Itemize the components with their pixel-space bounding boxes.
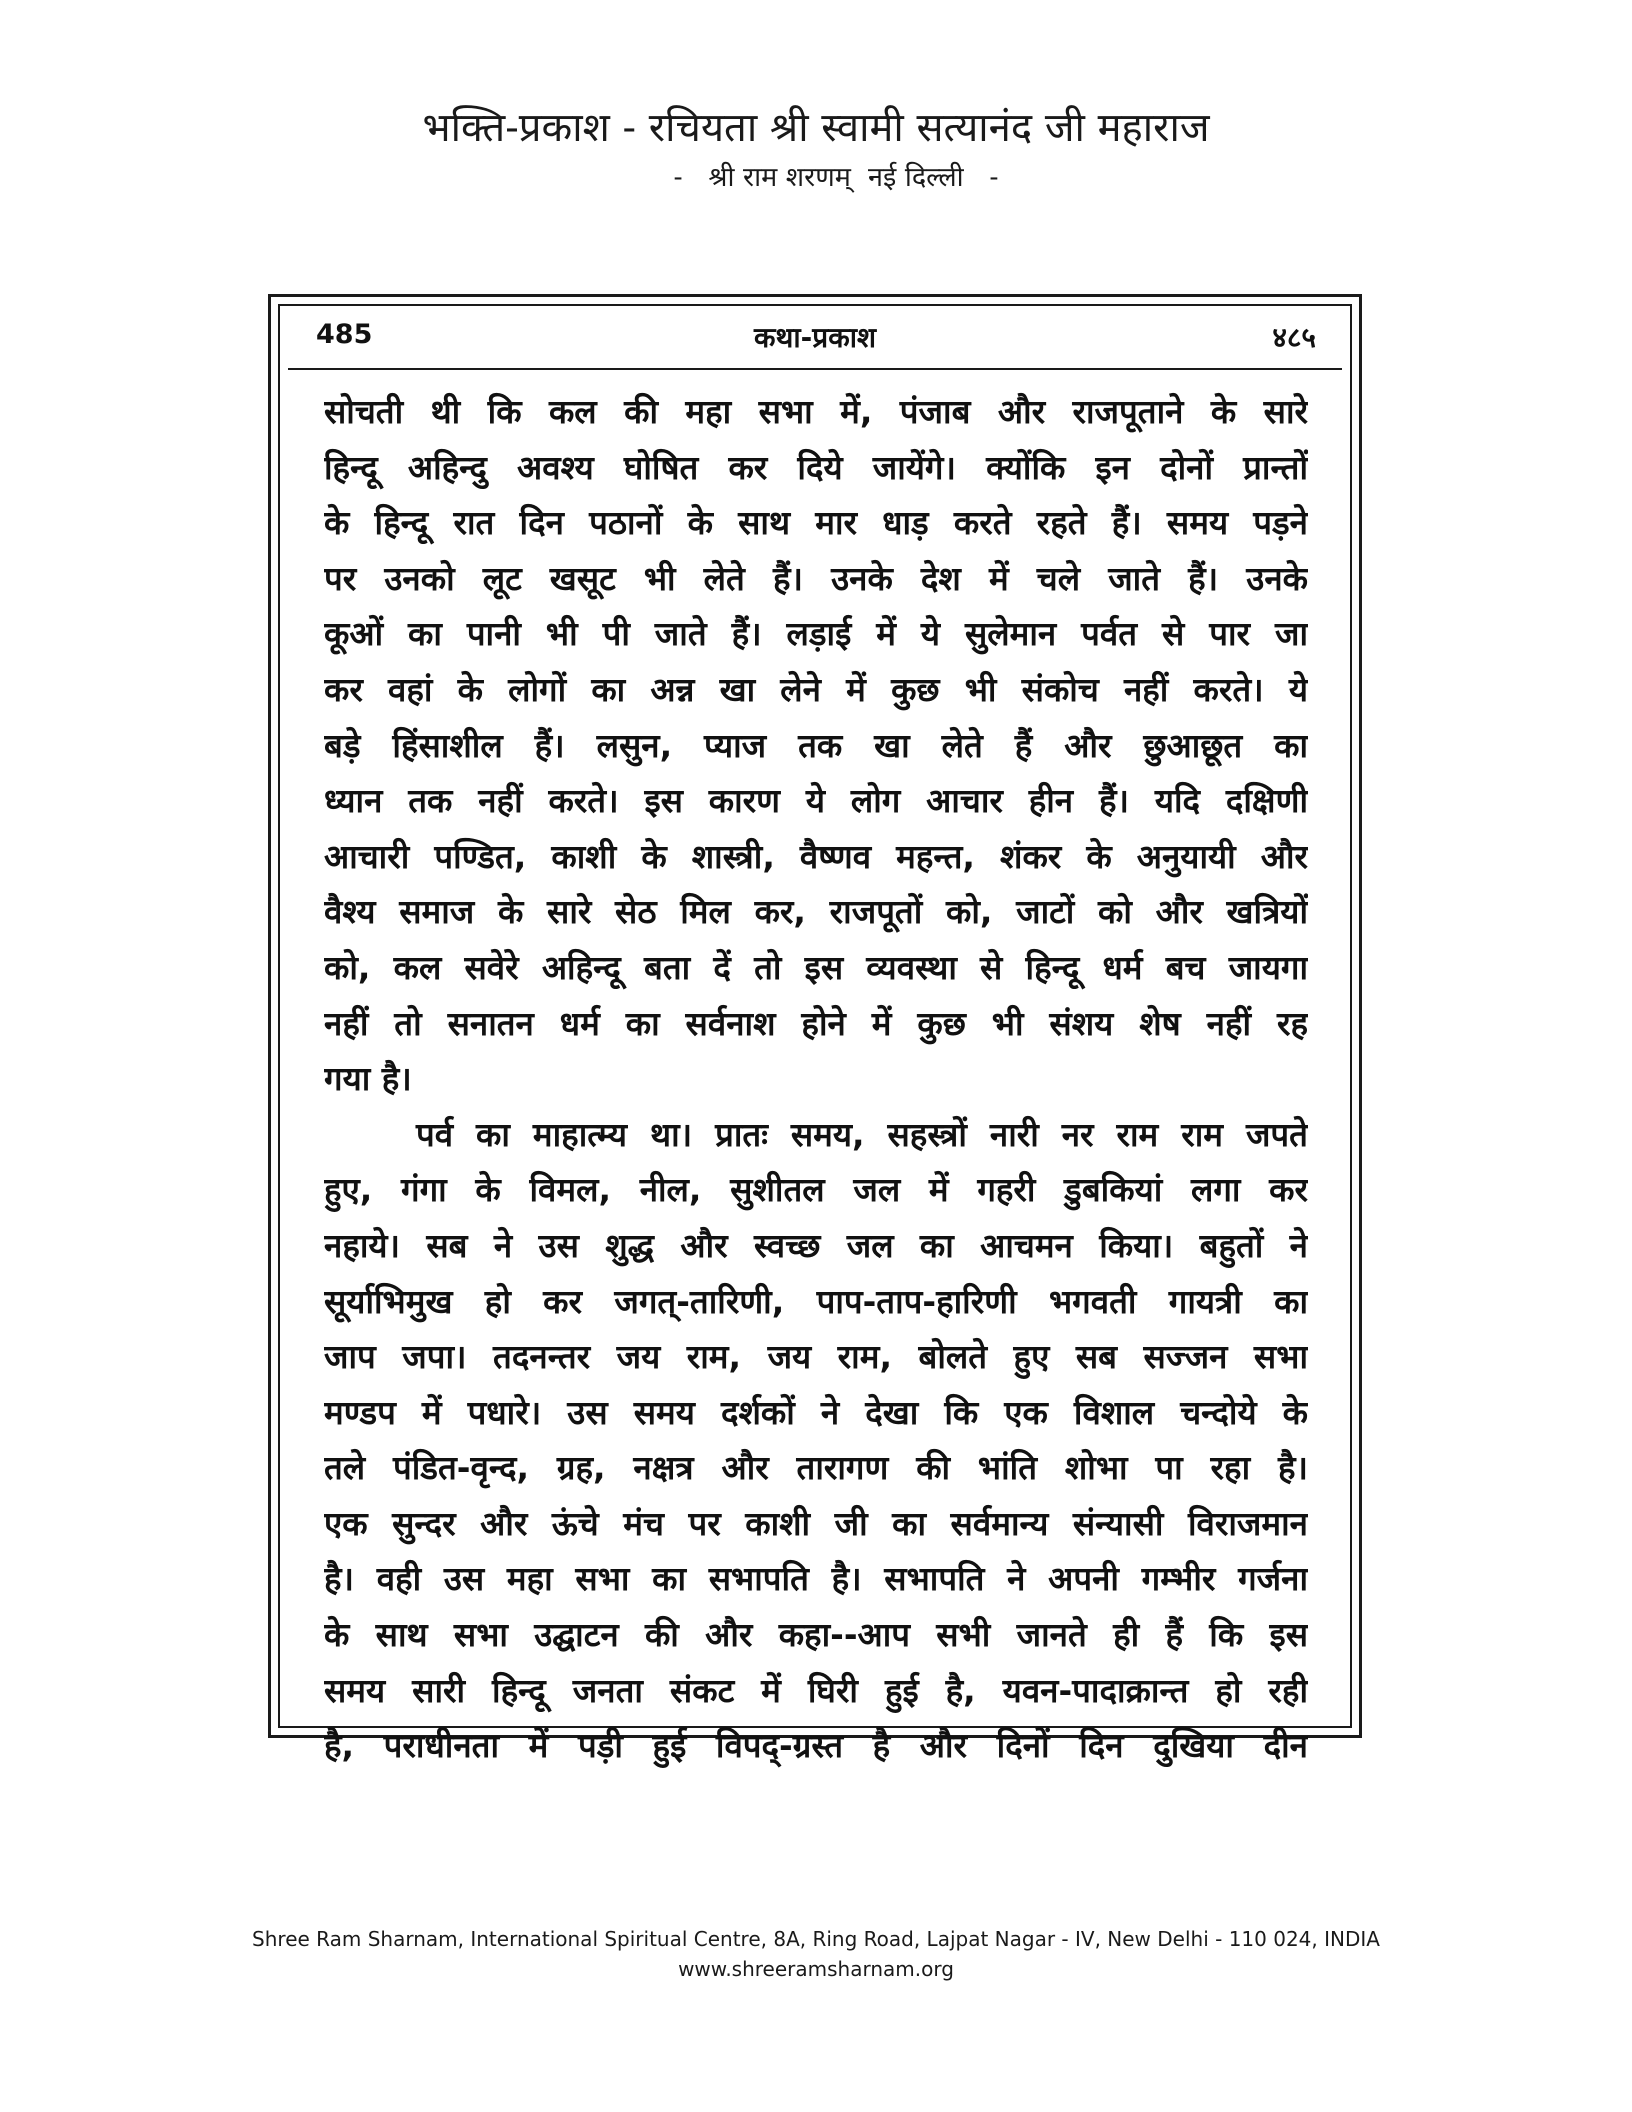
- text-line: मण्डप में पधारे। उस समय दर्शकों ने देखा कि एक विशाल चन्दोये के: [324, 1392, 1308, 1432]
- page-running-header: [288, 306, 1342, 370]
- text-line: ध्यान तक नहीं करते। इस कारण ये लोग आचार हीन हैं। यदि दक्षिणी: [324, 781, 1308, 821]
- text-line: है, पराधीनता में पड़ी हुई विपद्-ग्रस्त है और दिनों दिन दुखिया दीन: [324, 1726, 1308, 1766]
- text-line: हुए, गंगा के विमल, नील, सुशीतल जल में गहरी डुबकियां लगा कर: [324, 1170, 1308, 1210]
- running-title: कथा-प्रकाश: [754, 321, 876, 354]
- text-line: नहीं तो सनातन धर्म का सर्वनाश होने में कुछ भी संशय शेष नहीं रह: [324, 1003, 1308, 1043]
- text-line: हिन्दू अहिन्दु अवश्य घोषित कर दिये जायेंगे। क्योंकि इन दोनों प्रान्तों: [324, 447, 1308, 487]
- document-header: [0, 100, 1632, 200]
- publisher-line: - श्री राम शरणम् नई दिल्ली -: [673, 162, 999, 193]
- book-title: भक्ति-प्रकाश - रचियता श्री स्वामी सत्यानंद जी महाराज: [422, 105, 1210, 151]
- text-line: गया है।: [324, 1059, 412, 1099]
- text-line: को, कल सवेरे अहिन्दू बता दें तो इस व्यवस्था से हिन्दू धर्म बच जायगा: [324, 947, 1308, 987]
- text-line: सूर्याभिमुख हो कर जगत्-तारिणी, पाप-ताप-हारिणी भगवती गायत्री का: [324, 1281, 1308, 1321]
- page-number-arabic: 485: [316, 319, 373, 350]
- footer-website: www.shreeramsharnam.org: [678, 1957, 954, 1981]
- text-line: कर वहां के लोगों का अन्न खा लेने में कुछ भी संकोच नहीं करते। ये: [324, 669, 1308, 709]
- page-border-outer: [268, 294, 1362, 1766]
- text-line: कूओं का पानी भी पी जाते हैं। लड़ाई में ये सुलेमान पर्वत से पार जा: [324, 614, 1308, 654]
- text-line: एक सुन्दर और ऊंचे मंच पर काशी जी का सर्वमान्य संन्यासी विराजमान: [324, 1503, 1308, 1543]
- text-line: के हिन्दू रात दिन पठानों के साथ मार धाड़ करते रहते हैं। समय पड़ने: [324, 503, 1308, 543]
- text-line: सोचती थी कि कल की महा सभा में, पंजाब और राजपूताने के सारे: [324, 392, 1308, 431]
- page-body: [324, 384, 1308, 1774]
- text-line: पर्व का माहात्म्य था। प्रातः समय, सहस्त्रों नारी नर राम राम जपते: [416, 1114, 1308, 1154]
- page-number-devanagari: ४८५: [1272, 321, 1316, 354]
- document-footer: [0, 1924, 1632, 1984]
- page-border-inner: [278, 304, 1352, 1766]
- footer-address: Shree Ram Sharnam, International Spiritual Centre, 8A, Ring Road, Lajpat Nagar - IV, New Delhi - 110 024, INDIA: [252, 1927, 1380, 1951]
- text-line: आचारी पण्डित, काशी के शास्त्री, वैष्णव महन्त, शंकर के अनुयायी और: [324, 836, 1308, 876]
- paragraph-2: [324, 1107, 1308, 1774]
- text-line: जाप जपा। तदनन्तर जय राम, जय राम, बोलते हुए सब सज्जन सभा: [324, 1337, 1308, 1377]
- text-line: तले पंडित-वृन्द, ग्रह, नक्षत्र और तारागण की भांति शोभा पा रहा है।: [324, 1448, 1308, 1488]
- text-line: समय सारी हिन्दू जनता संकट में घिरी हुई है, यवन-पादाक्रान्त हो रही: [324, 1670, 1308, 1710]
- paragraph-1: [324, 384, 1308, 1107]
- text-line: है। वही उस महा सभा का सभापति है। सभापति ने अपनी गम्भीर गर्जना: [324, 1559, 1308, 1599]
- text-line: के साथ सभा उद्घाटन की और कहा--आप सभी जानते ही हैं कि इस: [324, 1615, 1308, 1655]
- text-line: पर उनको लूट खसूट भी लेते हैं। उनके देश में चले जाते हैं। उनके: [324, 558, 1308, 598]
- text-line: बड़े हिंसाशील हैं। लसुन, प्याज तक खा लेते हैं और छुआछूत का: [324, 725, 1308, 765]
- text-line: वैश्य समाज के सारे सेठ मिल कर, राजपूतों को, जाटों को और खत्रियों: [324, 892, 1308, 932]
- text-line: नहाये। सब ने उस शुद्ध और स्वच्छ जल का आचमन किया। बहुतों ने: [324, 1225, 1308, 1265]
